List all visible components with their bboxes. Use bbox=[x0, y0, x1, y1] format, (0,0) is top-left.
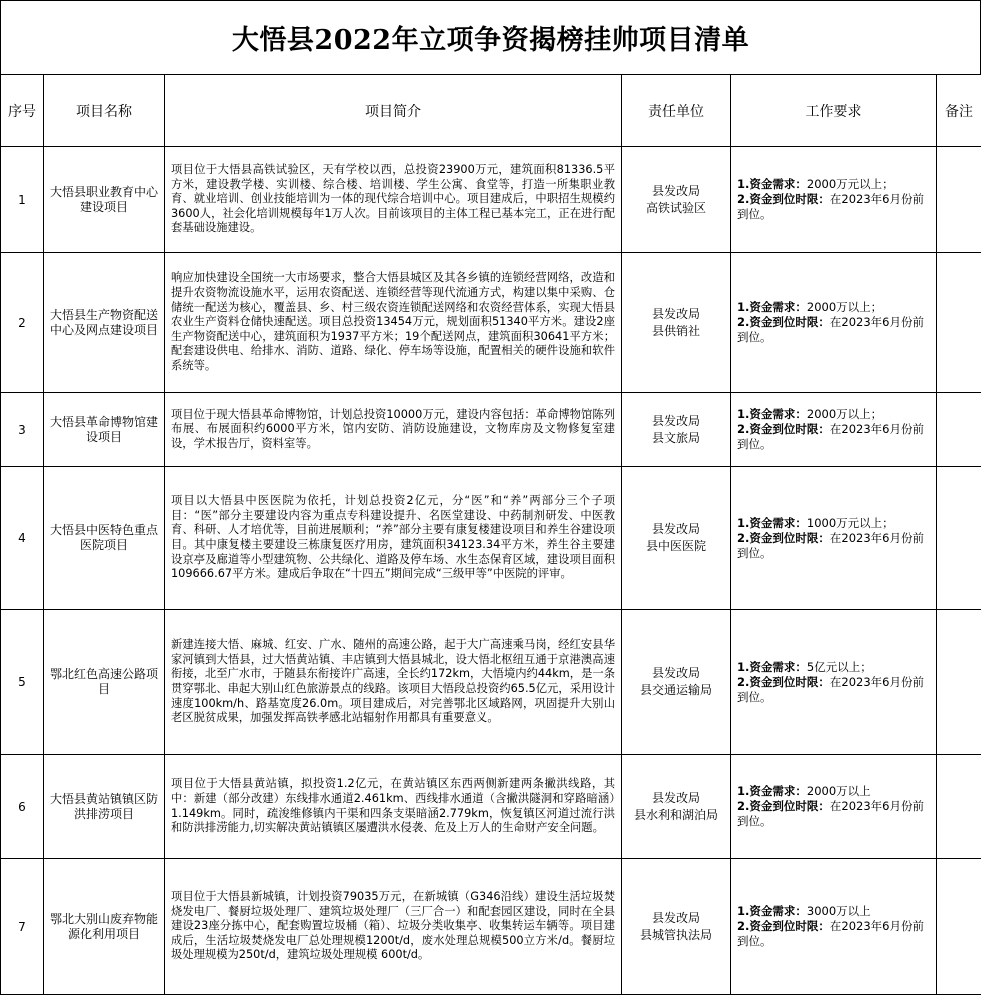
row-responsible-unit bbox=[622, 467, 731, 610]
row-funds-label: 1.资金需求： bbox=[737, 516, 807, 530]
row-project-intro: 项目以大悟县中医医院为依托，计划总投资2亿元，分“医”和“养”两部分三个子项目：“医”部分主要建设内容为重点专科建设提升、名医堂建设、中药制剂研发、中医教育、科研、人才培优等，目前进展顺利；“养”部分主要有康复楼建设项目和养生谷建设项目。其中康复楼主要建设三栋康复医疗用房，建筑面积34123.34平方米，养生谷主要建设京亭及廊道等小型建筑物、公共绿化、道路及停车场、水生态保育区域，建设项目面积109666.67平方米。建成后争取在“十四五”期间完成“三级甲等”中医院的评审。 bbox=[165, 467, 622, 610]
document-title: 大悟县2022年立项争资揭榜挂帅项目清单 bbox=[0, 0, 981, 74]
row-unit-secondary: 县中医医院 bbox=[626, 538, 726, 555]
row-deadline-label: 2.资金到位时限： bbox=[737, 192, 830, 206]
row-remark bbox=[937, 467, 981, 610]
row-unit-secondary: 县交通运输局 bbox=[626, 682, 726, 699]
row-unit-primary: 县发改局 bbox=[626, 413, 726, 430]
row-unit-primary: 县发改局 bbox=[626, 183, 726, 200]
row-seq: 5 bbox=[1, 610, 44, 755]
row-funds-value: 2000万以上； bbox=[807, 300, 882, 314]
row-project-intro: 项目位于大悟县高铁试验区，天有学校以西，总投资23900万元，建筑面积81336.5平方米，建设教学楼、实训楼、综合楼、培训楼、学生公寓、食堂等，打造一所集职业教育、就业培训、创业技能培训为一体的现代综合培训中心。项目建成后，中职招生规模约3600人，社会化培训规模每年1万人次。目前该项目的主体工程已基本完工，正在进行配套基础设施建设。 bbox=[165, 147, 622, 253]
row-unit-secondary: 县文旅局 bbox=[626, 430, 726, 447]
row-unit-primary: 县发改局 bbox=[626, 306, 726, 323]
row-deadline-line bbox=[737, 531, 930, 561]
header-intro: 项目简介 bbox=[165, 75, 622, 147]
row-responsible-unit bbox=[622, 147, 731, 253]
row-deadline-value: 在2023年6月份前到位。 bbox=[737, 531, 924, 560]
row-requirement bbox=[731, 610, 937, 755]
row-project-intro: 项目位于现大悟县革命博物馆，计划总投资10000万元，建设内容包括：革命博物馆陈列布展、布展面积约6000平方米，馆内安防、消防设施建设，文物库房及文物修复室建设，学术报告厅，资料室等。 bbox=[165, 393, 622, 467]
row-responsible-unit bbox=[622, 755, 731, 859]
row-funds-line bbox=[737, 784, 930, 799]
row-seq: 3 bbox=[1, 393, 44, 467]
row-funds-value: 2000万元以上； bbox=[807, 177, 894, 191]
row-funds-value: 2000万以上 bbox=[807, 784, 871, 798]
row-seq: 1 bbox=[1, 147, 44, 253]
row-requirement bbox=[731, 467, 937, 610]
row-responsible-unit bbox=[622, 393, 731, 467]
row-project-intro: 项目位于大悟县黄站镇，拟投资1.2亿元，在黄站镇区东西两侧新建两条撇洪线路，其中：新建（部分改建）东线排水通道2.461km、西线排水通道（含撇洪隧洞和穿路暗涵）1.149km。同时，疏浚维修镇内干渠和四条支渠暗涵2.779km，恢复镇区河道过流行洪和防洪排涝能力,切实解决黄站镇镇区屡遭洪水侵袭、危及上万人的生命财产安全问题。 bbox=[165, 755, 622, 859]
row-responsible-unit bbox=[622, 610, 731, 755]
row-funds-line bbox=[737, 660, 930, 675]
row-remark bbox=[937, 610, 981, 755]
row-deadline-label: 2.资金到位时限： bbox=[737, 315, 830, 329]
row-responsible-unit bbox=[622, 253, 731, 393]
row-unit-secondary: 高铁试验区 bbox=[626, 200, 726, 217]
row-requirement bbox=[731, 147, 937, 253]
row-requirement bbox=[731, 859, 937, 995]
row-deadline-value: 在2023年6月份前到位。 bbox=[737, 422, 924, 451]
row-deadline-value: 在2023年6月份前到位。 bbox=[737, 919, 924, 948]
row-project-name: 大悟县黄站镇镇区防洪排涝项目 bbox=[44, 755, 165, 859]
row-funds-label: 1.资金需求： bbox=[737, 784, 807, 798]
table-row bbox=[1, 467, 981, 610]
row-remark bbox=[937, 859, 981, 995]
row-project-intro: 新建连接大悟、麻城、红安、广水、随州的高速公路，起于大广高速乘马岗，经红安县华家河镇到大悟县，过大悟黄站镇、丰店镇到大悟县城北，设大悟北枢纽互通于京港澳高速衔接，北至广水市，于随县东衔接许广高速，全长约172km，大悟境内约44km，是一条贯穿鄂北、串起大别山红色旅游景点的线路。该项目大悟段总投资约65.5亿元，采用设计速度100km/h、路基宽度26.0m。项目建成后，对完善鄂北区域路网，巩固提升大别山老区脱贫成果，加强发挥高铁孝感北站辐射作用都具有重要意义。 bbox=[165, 610, 622, 755]
row-deadline-line bbox=[737, 799, 930, 829]
header-requirement: 工作要求 bbox=[731, 75, 937, 147]
row-deadline-value: 在2023年6月份前到位。 bbox=[737, 192, 924, 221]
project-table bbox=[0, 74, 981, 995]
row-requirement bbox=[731, 393, 937, 467]
row-funds-value: 1000万元以上； bbox=[807, 516, 894, 530]
table-row bbox=[1, 610, 981, 755]
row-unit-secondary: 县水利和湖泊局 bbox=[626, 807, 726, 824]
row-funds-line bbox=[737, 407, 930, 422]
row-deadline-value: 在2023年6月份前到位。 bbox=[737, 799, 924, 828]
row-unit-primary: 县发改局 bbox=[626, 665, 726, 682]
row-funds-line bbox=[737, 300, 930, 315]
row-remark bbox=[937, 393, 981, 467]
row-responsible-unit bbox=[622, 859, 731, 995]
row-deadline-line bbox=[737, 422, 930, 452]
row-deadline-line bbox=[737, 315, 930, 345]
row-deadline-label: 2.资金到位时限： bbox=[737, 531, 830, 545]
row-unit-primary: 县发改局 bbox=[626, 910, 726, 927]
table-row bbox=[1, 147, 981, 253]
header-remark: 备注 bbox=[937, 75, 981, 147]
header-name: 项目名称 bbox=[44, 75, 165, 147]
row-deadline-line bbox=[737, 675, 930, 705]
row-project-name: 大悟县生产物资配送中心及网点建设项目 bbox=[44, 253, 165, 393]
row-seq: 4 bbox=[1, 467, 44, 610]
row-seq: 7 bbox=[1, 859, 44, 995]
table-row bbox=[1, 393, 981, 467]
row-funds-line bbox=[737, 516, 930, 531]
row-deadline-line bbox=[737, 192, 930, 222]
row-project-name: 鄂北红色高速公路项目 bbox=[44, 610, 165, 755]
row-deadline-label: 2.资金到位时限： bbox=[737, 675, 830, 689]
row-project-intro: 项目位于大悟县新城镇，计划投资79035万元，在新城镇（G346沿线）建设生活垃圾焚烧发电厂、餐厨垃圾处理厂、建筑垃圾处理厂（三厂合一）和配套园区建设，同时在全县建设23座分拣中心，配套购置垃圾桶（箱）、垃圾分类收集亭、收集转运车辆等。项目建成后，生活垃圾焚烧发电厂总处理规模1200t/d，废水处理总规模500立方米/d。餐厨垃圾处理规模为250t/d，建筑垃圾处理规模 600t/d。 bbox=[165, 859, 622, 995]
row-funds-label: 1.资金需求： bbox=[737, 177, 807, 191]
row-funds-label: 1.资金需求： bbox=[737, 660, 807, 674]
table-row bbox=[1, 755, 981, 859]
row-funds-value: 5亿元以上； bbox=[807, 660, 872, 674]
row-seq: 6 bbox=[1, 755, 44, 859]
row-requirement bbox=[731, 253, 937, 393]
row-project-name: 大悟县革命博物馆建设项目 bbox=[44, 393, 165, 467]
row-funds-line bbox=[737, 904, 930, 919]
row-funds-label: 1.资金需求： bbox=[737, 904, 807, 918]
row-seq: 2 bbox=[1, 253, 44, 393]
row-remark bbox=[937, 253, 981, 393]
row-unit-secondary: 县城管执法局 bbox=[626, 927, 726, 944]
row-remark bbox=[937, 147, 981, 253]
table-row bbox=[1, 253, 981, 393]
row-deadline-value: 在2023年6月份前到位。 bbox=[737, 315, 924, 344]
row-funds-value: 2000万以上； bbox=[807, 407, 882, 421]
row-funds-value: 3000万以上 bbox=[807, 904, 871, 918]
header-row bbox=[1, 75, 981, 147]
row-deadline-label: 2.资金到位时限： bbox=[737, 422, 830, 436]
row-deadline-line bbox=[737, 919, 930, 949]
header-unit: 责任单位 bbox=[622, 75, 731, 147]
row-project-name: 大悟县中医特色重点医院项目 bbox=[44, 467, 165, 610]
row-unit-secondary: 县供销社 bbox=[626, 323, 726, 340]
row-requirement bbox=[731, 755, 937, 859]
row-deadline-label: 2.资金到位时限： bbox=[737, 919, 830, 933]
row-unit-primary: 县发改局 bbox=[626, 790, 726, 807]
header-seq: 序号 bbox=[1, 75, 44, 147]
row-funds-label: 1.资金需求： bbox=[737, 407, 807, 421]
row-funds-label: 1.资金需求： bbox=[737, 300, 807, 314]
row-project-name: 大悟县职业教育中心建设项目 bbox=[44, 147, 165, 253]
table-row bbox=[1, 859, 981, 995]
row-project-intro: 响应加快建设全国统一大市场要求，整合大悟县城区及其各乡镇的连锁经营网络，改造和提升农资物流设施水平，运用农资配送、连锁经营等现代流通方式，构建以集中采购、仓储统一配送为核心，覆盖县、乡、村三级农资连锁配送网络和农资经营体系，实现大悟县农业生产资料仓储快速配送。项目总投资13454万元，规划面积51340平方米。建设2座生产物资配送中心，建筑面积为1937平方米；19个配送网点，建筑面积30641平方米；配套建设供电、给排水、消防、道路、绿化、停车场等设施，配置相关的硬件设施和软件系统等。 bbox=[165, 253, 622, 393]
row-unit-primary: 县发改局 bbox=[626, 521, 726, 538]
row-deadline-value: 在2023年6月份前到位。 bbox=[737, 675, 924, 704]
row-project-name: 鄂北大别山废弃物能源化利用项目 bbox=[44, 859, 165, 995]
row-deadline-label: 2.资金到位时限： bbox=[737, 799, 830, 813]
row-funds-line bbox=[737, 177, 930, 192]
row-remark bbox=[937, 755, 981, 859]
